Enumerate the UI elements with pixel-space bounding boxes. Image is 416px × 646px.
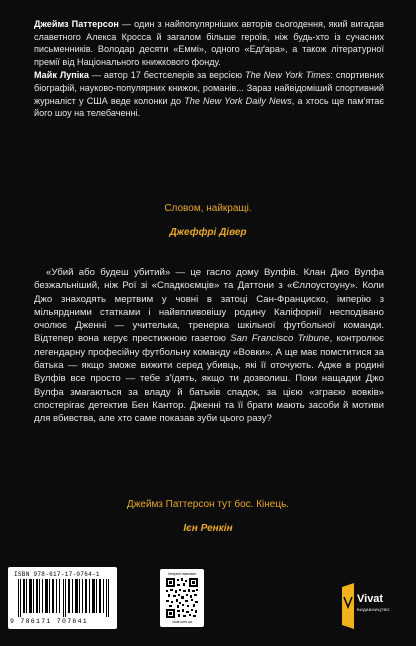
qr-title: Інтернет-магазин (168, 572, 196, 576)
qr-url: vivat.com.ua (172, 620, 192, 624)
bio-patterson-text: — один з найпопулярніших авторів сьогодення, який вигадав славетного Алекса Кросса й загалом більше героїв, ніж будь-хто із сучасних письменників. Володар десяти «Еммі», одного «Едґара», а також літературної премії від Національного книжкового фонду. (34, 19, 384, 67)
quote-deaver (0, 202, 416, 240)
book-blurb (34, 266, 384, 426)
barcode-bars-icon (18, 579, 110, 617)
bio-lupica-text-b: : спортивних біографій, науково-популярних книжок, романів... Зараз найвідоміший спортивний журналіст у США веде колонки до (34, 70, 384, 106)
bio-patterson (34, 18, 384, 68)
quote-rankin (0, 498, 416, 536)
publisher-logo (340, 583, 390, 629)
bio-lupica (34, 69, 384, 119)
ean-digits: 9 786171 707641 (10, 618, 89, 625)
quote-deaver-author: Джеффрі Дівер (169, 227, 247, 238)
quote-deaver-text: Словом, найкращі. (164, 203, 252, 214)
barcode (8, 567, 117, 629)
blurb-text-b: , контролює легендарну професійну футбольну команду «Вовки». А ще має помститися за батька — якщо зможе вижити серед убивць, які її оточують. Адже в родині Вулфів все просто — тебе з'їдять, якщо ти дозволиш. Поки нащадки Джо Вулфа змагаються за владу й батьків спадок, за цією «зграєю вовків» спостерігає детектив Бен Кантор. Дженні та її брати мають засоби й мотиви для вбивства, але хто саме показав зуби цього разу? (34, 333, 384, 425)
publisher-sub: ВИДАВНИЦТВО (357, 607, 390, 612)
qr-code-block[interactable] (160, 569, 204, 627)
bio-lupica-text-a: — автор 17 бестселерів за версією (88, 70, 246, 81)
author-bios (34, 18, 384, 121)
quote-rankin-text: Джеймз Паттерсон тут бос. Кінець. (126, 499, 290, 510)
bio-lupica-nydn: The New York Daily News (184, 95, 292, 106)
isbn-label: ISBN 978-617-17-0764-1 (14, 571, 100, 578)
bio-patterson-name: Джеймз Паттерсон (34, 19, 119, 29)
blurb-newspaper: San Francisco Tribune (230, 333, 330, 345)
qr-code-icon (166, 578, 198, 618)
blurb-text-a: «Убий або будеш убитий» — це гасло дому Вулфів. Клан Джо Вулфа безжальніший, ніж Рої зі «Спадкоємців» та Даттони з «Єллоустоуну». Коли Джо знаходять мертвим у човні в затоці Сан-Франциско, імперію з мільярдними статками і найвпливовішу родину Каліфорнії несподівано очолює Дженні — учителька, тренерка шкільної футбольної команди. Відтепер вона керує престижною газетою (34, 267, 384, 345)
bio-lupica-name: Майк Лупіка (34, 70, 89, 81)
bio-lupica-nyt: The New York Times (245, 70, 331, 81)
vivat-logo-icon (340, 583, 390, 629)
publisher-name: Vivat (357, 593, 384, 605)
quote-rankin-author: Ієн Ренкін (183, 523, 233, 534)
bio-lupica-text-c: , а хтось ще пам'ятає його шоу на телебаченні. (34, 95, 385, 119)
